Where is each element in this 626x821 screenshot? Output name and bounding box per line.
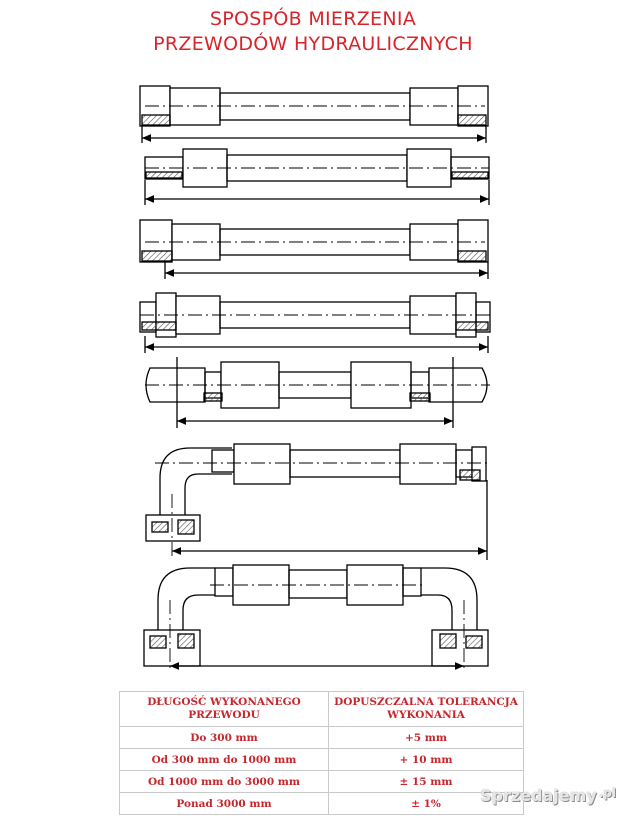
tolerance-cell: ± 15 mm <box>329 771 524 793</box>
tolerance-cell: +5 mm <box>329 727 524 749</box>
watermark-suffix: .pl <box>598 786 616 800</box>
length-cell: Ponad 3000 mm <box>120 793 329 815</box>
table-header-row <box>120 692 524 727</box>
hose-elbow-one-side <box>146 444 490 560</box>
table-row <box>120 793 524 815</box>
hose-straight-male-thread <box>145 149 489 205</box>
table-row <box>120 727 524 749</box>
watermark-text: Sprzedajemy <box>480 786 597 805</box>
hose-elbow-both-sides <box>144 565 488 672</box>
length-cell: Do 300 mm <box>120 727 329 749</box>
table-row <box>120 749 524 771</box>
header-length: DŁUGOŚĆ WYKONANEGO PRZEWODU <box>120 692 329 727</box>
length-cell: Od 300 mm do 1000 mm <box>120 749 329 771</box>
watermark-logo <box>480 786 616 805</box>
tolerance-cell: ± 1% <box>329 793 524 815</box>
header-tolerance: DOPUSZCZALNA TOLERANCJA WYKONANIA <box>329 692 524 727</box>
page-title-line-1: SPOSPÓB MIERZENIA <box>209 8 417 30</box>
hose-straight-male-nut <box>140 293 490 353</box>
length-cell: Od 1000 mm do 3000 mm <box>120 771 329 793</box>
hose-straight-flange <box>145 357 490 428</box>
hose-straight-female-nut <box>140 86 488 143</box>
tolerance-cell: + 10 mm <box>329 749 524 771</box>
hose-straight-female-swivel <box>140 220 488 279</box>
table-row <box>120 771 524 793</box>
tolerance-table <box>119 691 524 815</box>
page-title-line-2: PRZEWODÓW HYDRAULICZNYCH <box>153 33 473 55</box>
